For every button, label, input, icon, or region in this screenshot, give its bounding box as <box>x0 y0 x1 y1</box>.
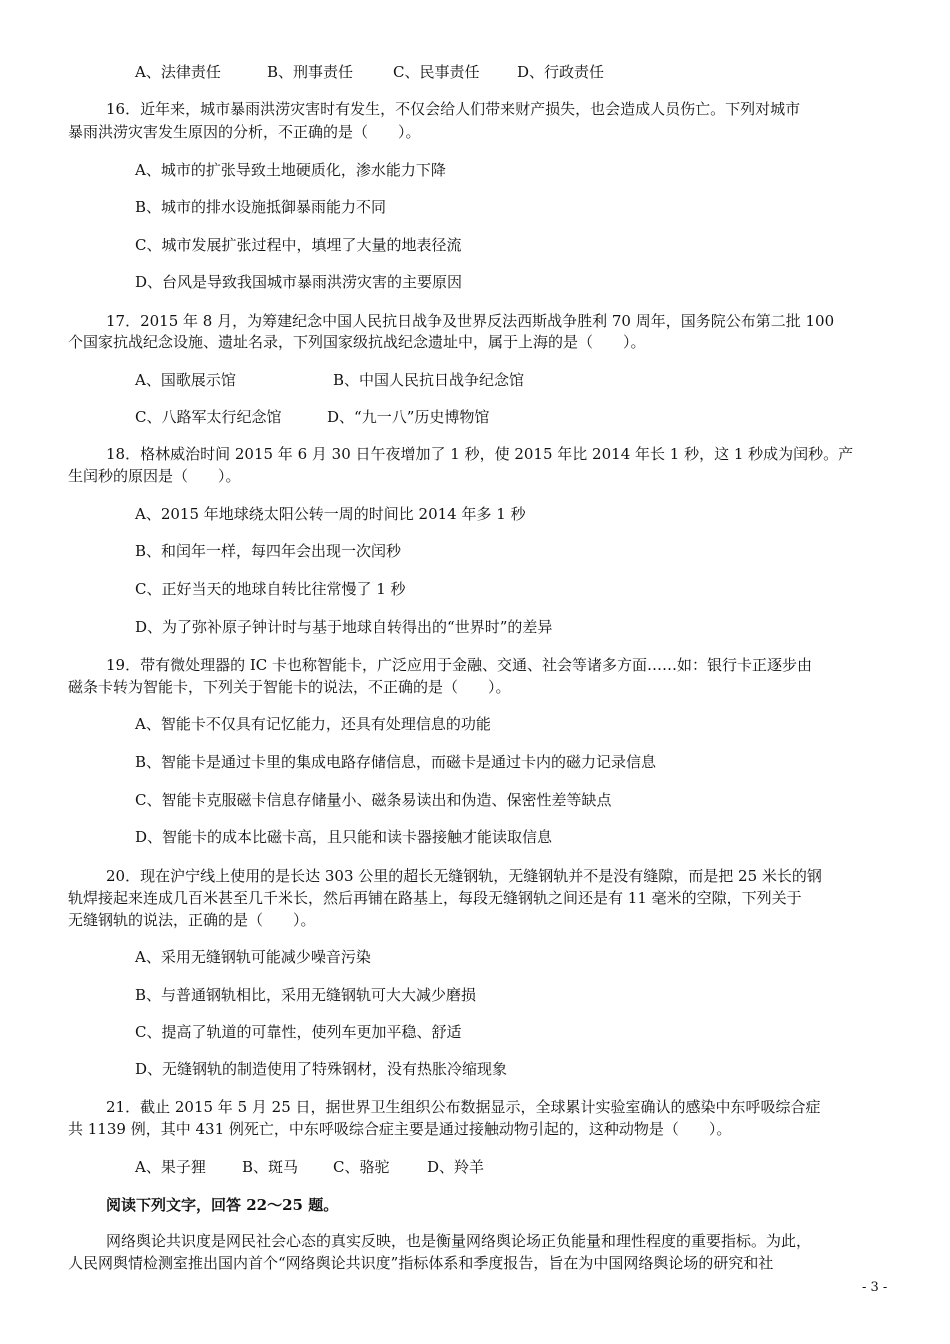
q19-option-c: C、智能卡克服磁卡信息存储量小、磁条易读出和伪造、保密性差等缺点 <box>135 791 612 809</box>
q20-stem-line3: 无缝钢轨的说法，正确的是（ ）。 <box>68 911 316 929</box>
q19-option-b: B、智能卡是通过卡里的集成电路存储信息，而磁卡是通过卡内的磁力记录信息 <box>135 753 657 771</box>
q19-stem-line2: 磁条卡转为智能卡，下列关于智能卡的说法，不正确的是（ ）。 <box>68 678 511 696</box>
q15-option-d: D、行政责任 <box>517 63 605 81</box>
q20-stem-line2: 轨焊接起来连成几百米甚至几千米长，然后再铺在路基上，每段无缝钢轨之间还是有 11 毫米的空隙，下列关于 <box>68 889 802 907</box>
q19-stem-line1: 19．带有微处理器的 IC 卡也称智能卡，广泛应用于金融、交通、社会等诸多方面……如：银行卡正逐步由 <box>106 656 813 674</box>
q21-options <box>135 1157 484 1177</box>
q16-option-b: B、城市的排水设施抵御暴雨能力不同 <box>135 198 387 216</box>
q20-option-d: D、无缝钢轨的制造使用了特殊钢材，没有热胀冷缩现象 <box>135 1060 508 1078</box>
q21-stem-line1: 21．截止 2015 年 5 月 25 日，据世界卫生组织公布数据显示，全球累计实验室确认的感染中东呼吸综合症 <box>106 1098 821 1116</box>
reading-paragraph-line1: 网络舆论共识度是网民社会心态的真实反映，也是衡量网络舆论场正负能量和理性程度的重要指标。为此， <box>106 1232 812 1250</box>
q15-option-a: A、法律责任 <box>135 63 221 81</box>
q17-stem-line1: 17．2015 年 8 月，为筹建纪念中国人民抗日战争及世界反法西斯战争胜利 70 周年，国务院公布第二批 100 <box>106 312 835 330</box>
q18-option-b: B、和闰年一样，每四年会出现一次闰秒 <box>135 542 402 560</box>
q18-stem-line2: 生闰秒的原因是（ ）。 <box>68 467 241 485</box>
q21-stem-line2: 共 1139 例，其中 431 例死亡，中东呼吸综合症主要是通过接触动物引起的，这种动物是（ ）。 <box>68 1120 732 1138</box>
page-number: - 3 - <box>862 1280 888 1295</box>
q17-options-row1 <box>135 370 524 390</box>
q21-option-c: C、骆驼 <box>333 1158 390 1176</box>
q20-stem-line1: 20．现在沪宁线上使用的是长达 303 公里的超长无缝钢轨，无缝钢轨并不是没有缝隙，而是把 25 米长的钢 <box>106 867 822 885</box>
q21-option-b: B、斑马 <box>242 1158 299 1176</box>
q15-options <box>135 62 604 82</box>
q16-option-c: C、城市发展扩张过程中，填埋了大量的地表径流 <box>135 236 462 254</box>
q18-option-a: A、2015 年地球绕太阳公转一周的时间比 2014 年多 1 秒 <box>135 505 526 523</box>
q20-option-a: A、采用无缝钢轨可能减少噪音污染 <box>135 948 371 966</box>
q16-option-a: A、城市的扩张导致土地硬质化，渗水能力下降 <box>135 161 446 179</box>
q19-option-d: D、智能卡的成本比磁卡高，且只能和读卡器接触才能读取信息 <box>135 828 553 846</box>
q20-option-b: B、与普通钢轨相比，采用无缝钢轨可大大减少磨损 <box>135 986 477 1004</box>
reading-paragraph-line2: 人民网舆情检测室推出国内首个“网络舆论共识度”指标体系和季度报告，旨在为中国网络舆论场的研究和社 <box>68 1254 774 1272</box>
q17-option-b: B、中国人民抗日战争纪念馆 <box>333 371 525 389</box>
q17-options-row2 <box>135 407 489 427</box>
q21-option-d: D、羚羊 <box>427 1158 485 1176</box>
q16-stem-line2: 暴雨洪涝灾害发生原因的分析，不正确的是（ ）。 <box>68 123 421 141</box>
q15-option-b: B、刑事责任 <box>267 63 354 81</box>
q18-stem-line1: 18．格林威治时间 2015 年 6 月 30 日午夜增加了 1 秒，使 2015 年比 2014 年长 1 秒，这 1 秒成为闰秒。产 <box>106 445 854 463</box>
q18-option-d: D、为了弥补原子钟计时与基于地球自转得出的“世界时”的差异 <box>135 618 553 636</box>
q17-option-a: A、国歌展示馆 <box>135 371 236 389</box>
q18-option-c: C、正好当天的地球自转比往常慢了 1 秒 <box>135 580 406 598</box>
q16-stem-line1: 16．近年来，城市暴雨洪涝灾害时有发生，不仅会给人们带来财产损失，也会造成人员伤亡。下列对城市 <box>106 100 801 118</box>
q21-option-a: A、果子狸 <box>135 1158 206 1176</box>
q20-option-c: C、提高了轨道的可靠性，使列车更加平稳、舒适 <box>135 1023 462 1041</box>
q15-option-c: C、民事责任 <box>393 63 480 81</box>
q19-option-a: A、智能卡不仅具有记忆能力，还具有处理信息的功能 <box>135 715 491 733</box>
q17-option-d: D、“九一八”历史博物馆 <box>327 408 490 426</box>
q17-stem-line2: 个国家抗战纪念设施、遗址名录，下列国家级抗战纪念遗址中，属于上海的是（ ）。 <box>68 333 646 351</box>
reading-heading: 阅读下列文字，回答 22～25 题。 <box>106 1196 339 1214</box>
q16-option-d: D、台风是导致我国城市暴雨洪涝灾害的主要原因 <box>135 273 463 291</box>
q17-option-c: C、八路军太行纪念馆 <box>135 408 282 426</box>
